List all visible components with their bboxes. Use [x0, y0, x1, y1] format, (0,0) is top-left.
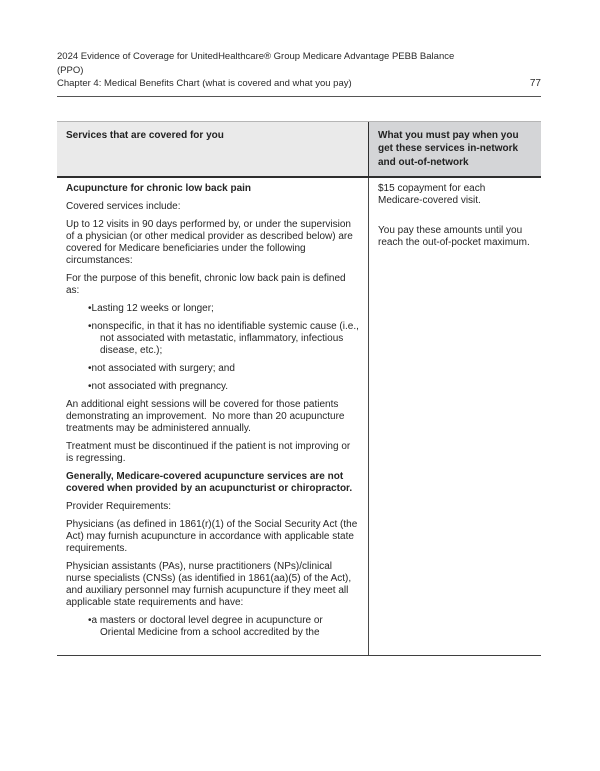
- document-title-line-2: (PPO): [57, 64, 84, 76]
- bullet-marker: •: [88, 381, 92, 392]
- services-cell: [57, 178, 368, 655]
- text-paragraph: Provider Requirements:: [66, 501, 172, 512]
- document-title-line-1: 2024 Evidence of Coverage for UnitedHealthcare® Group Medicare Advantage PEBB Balance: [57, 51, 455, 62]
- text-paragraph: Covered services include:: [66, 201, 181, 212]
- table-body-row: [57, 178, 541, 656]
- chapter-title: Chapter 4: Medical Benefits Chart (what is covered and what you pay): [57, 78, 352, 89]
- text-paragraph: Up to 12 visits in 90 days performed by, or under the supervision of a physician (or other medical provider as described below) are covered for Medicare beneficiaries under the following circumstances:: [66, 219, 356, 266]
- text-paragraph: Physician assistants (PAs), nurse practitioners (NPs)/clinical nurse specialists (CNSs) (as identified in 1861(aa)(5) of the Act), and auxiliary personnel may furnish acupuncture if they meet all applicable state requirements and have:: [66, 561, 354, 608]
- table-header-row: [57, 121, 541, 179]
- bullet-item: [66, 615, 359, 639]
- bullet-text: not associated with surgery; and: [91, 363, 235, 374]
- coverage-restriction-note: Generally, Medicare-covered acupuncture services are not covered when provided by an acupuncturist or chiropractor.: [66, 471, 353, 494]
- out-of-pocket-note: You pay these amounts until you reach the out-of-pocket maximum.: [378, 225, 530, 248]
- bullet-marker: •: [88, 303, 92, 314]
- header-divider: [57, 96, 541, 97]
- column-header-services: Services that are covered for you: [57, 122, 368, 177]
- benefits-table: [57, 121, 541, 657]
- bullet-text: not associated with pregnancy.: [91, 381, 229, 392]
- bullet-marker: •: [88, 615, 92, 626]
- chapter-row: [57, 77, 541, 91]
- page-content: [57, 50, 541, 656]
- bullet-item: [66, 303, 359, 315]
- copayment-text: $15 copayment for each Medicare-covered visit.: [378, 183, 489, 206]
- benefit-title: Acupuncture for chronic low back pain: [66, 183, 252, 194]
- bullet-text: nonspecific, in that it has no identifiable systemic cause (i.e., not associated with metastatic, inflammatory, infectious disease, etc.);: [91, 321, 362, 356]
- payment-cell: [368, 178, 541, 655]
- column-header-payment: What you must pay when you get these services in-network and out-of-network: [368, 122, 541, 177]
- bullet-marker: •: [88, 363, 92, 374]
- text-paragraph: Treatment must be discontinued if the patient is not improving or is regressing.: [66, 441, 353, 464]
- bullet-marker: •: [88, 321, 92, 332]
- text-paragraph: For the purpose of this benefit, chronic low back pain is defined as:: [66, 273, 349, 296]
- text-paragraph: Physicians (as defined in 1861(r)(1) of the Social Security Act (the Act) may furnish acupuncture in accordance with applicable state requirements.: [66, 519, 360, 554]
- page-header: [57, 50, 541, 97]
- bullet-item: [66, 363, 359, 375]
- bullet-item: [66, 381, 359, 393]
- page-number: 77: [529, 78, 541, 89]
- bullet-text: a masters or doctoral level degree in acupuncture or Oriental Medicine from a school accredited by the: [91, 615, 326, 638]
- bullet-text: Lasting 12 weeks or longer;: [91, 303, 214, 314]
- text-paragraph: An additional eight sessions will be covered for those patients demonstrating an improvement. No more than 20 acupuncture treatments may be administered annually.: [66, 399, 348, 434]
- bullet-item: [66, 321, 362, 357]
